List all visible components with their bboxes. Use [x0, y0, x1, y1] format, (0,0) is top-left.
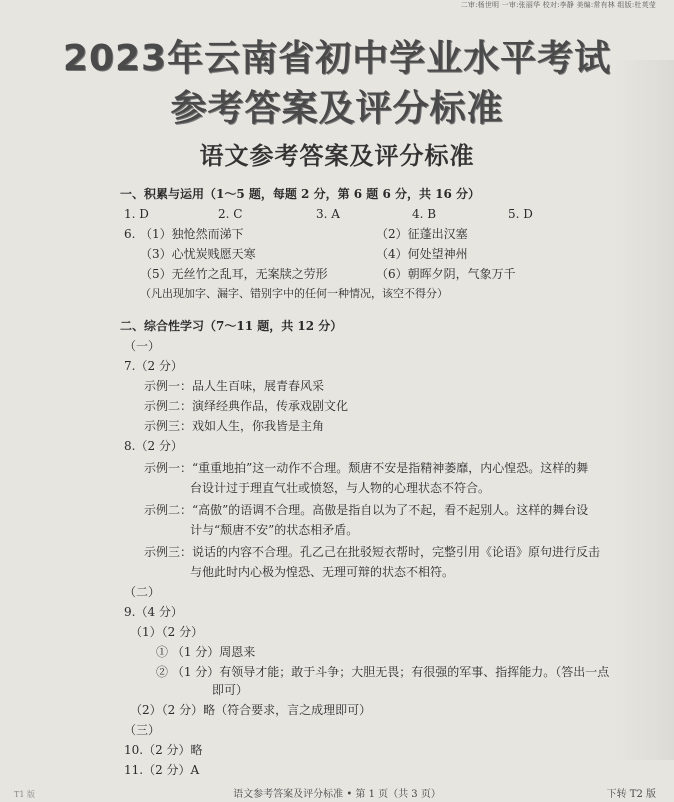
section1-heading: 一、积累与运用（1～5 题，每题 2 分，第 6 题 6 分，共 16 分） [120, 187, 481, 201]
q8-example-1a: 示例一：“重重地拍”这一动作不合理。颓唐不安是指精神萎靡，内心惶恐。这样的舞 [144, 461, 589, 475]
subject-title: 语文参考答案及评分标准 [199, 141, 475, 170]
q7-example-1: 示例一：品人生百味，展青春风采 [144, 379, 325, 393]
q6-note: （凡出现加字、漏字、错别字中的任何一种情况，该空不得分） [140, 287, 448, 300]
q6-item-1: （1）独怆然而涕下 [140, 227, 244, 241]
q6-item-5: （5）无丝竹之乱耳，无案牍之劳形 [140, 267, 328, 281]
answer-4: 4. B [412, 207, 437, 221]
q9-sub1-label: （1）（2 分） [130, 625, 204, 639]
q7-label: 7.（2 分） [124, 359, 183, 373]
q8-label: 8.（2 分） [124, 439, 183, 453]
answer-2: 2. C [218, 207, 243, 221]
q6-label: 6. [124, 227, 136, 241]
part3-label: （三） [124, 723, 161, 737]
q9-label: 9.（4 分） [124, 605, 183, 619]
section2-heading: 二、综合性学习（7～11 题，共 12 分） [120, 319, 343, 333]
q6-item-4: （4）何处望神州 [376, 247, 468, 261]
q8-example-3a: 示例三：说话的内容不合理。孔乙己在批驳短衣帮时，完整引用《论语》原句进行反击 [144, 545, 601, 559]
q7-example-3: 示例三：戏如人生，你我皆是主角 [144, 419, 325, 433]
answer-5: 5. D [508, 207, 533, 221]
q8-example-3b: 与他此时内心极为惶恐、无理可辩的状态不相符。 [190, 565, 455, 579]
answer-1: 1. D [124, 207, 149, 221]
q9-sub1-b-cont: 即可） [212, 683, 249, 697]
main-title-line1: 2023年云南省初中学业水平考试 [62, 38, 612, 79]
q9-sub1-a: ① （1 分）周恩来 [156, 645, 256, 659]
q9-sub1-b: ② （1 分）有领导才能；敢于斗争；大胆无畏；有很强的军事、指挥能力。（答出一点 [156, 665, 610, 679]
q6-item-2: （2）征蓬出汉塞 [376, 227, 468, 241]
q11-answer: 11.（2 分）A [124, 763, 200, 777]
q9-sub2: （2）（2 分）略（符合要求，言之成理即可） [130, 703, 372, 717]
q8-example-2b: 计与“颓唐不安”的状态相矛盾。 [190, 523, 359, 537]
footer-continue: 下转 T2 版 [606, 789, 656, 800]
footer-page-info: 语文参考答案及评分标准 • 第 1 页（共 3 页） [233, 789, 441, 800]
q6-item-6: （6）朝晖夕阴，气象万千 [376, 267, 516, 281]
main-title-line2: 参考答案及评分标准 [170, 88, 504, 129]
footer-page-tag: T1 版 [14, 790, 35, 799]
q6-item-3: （3）心忧炭贱愿天寒 [140, 247, 256, 261]
editor-credits: 二审:杨世明 一审:张丽华 校对:李静 美编:常有林 组版:杜英莹 [460, 1, 656, 9]
answer-3: 3. A [316, 207, 340, 221]
q8-example-1b: 台设计过于理直气壮或愤怒，与人物的心理状态不符合。 [190, 481, 491, 495]
q7-example-2: 示例二：演绎经典作品，传承戏剧文化 [144, 399, 349, 413]
q10-answer: 10.（2 分）略 [124, 743, 203, 757]
part2-label: （二） [124, 585, 161, 599]
part1-label: （一） [124, 339, 161, 353]
q8-example-2a: 示例二：“高傲”的语调不合理。高傲是指自以为了不起，看不起别人。这样的舞台设 [144, 503, 589, 517]
